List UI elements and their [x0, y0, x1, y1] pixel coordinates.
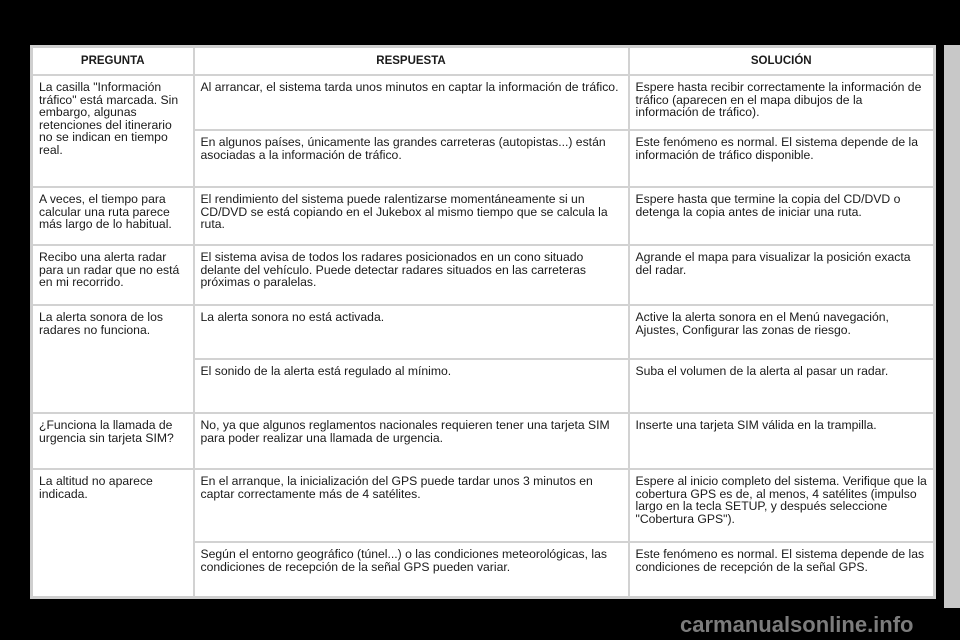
question-cell: La altitud no aparece indicada. — [32, 469, 194, 597]
answer-cell: Al arrancar, el sistema tarda unos minutos en captar la información de tráfico. — [194, 75, 629, 130]
solution-cell: Espere hasta recibir correctamente la información de tráfico (aparecen en el mapa dibujos de la información de tráfico). — [629, 75, 935, 130]
header-pregunta: PREGUNTA — [32, 47, 194, 76]
table-row — [32, 469, 935, 542]
solution-cell: Este fenómeno es normal. El sistema depende de la información de tráfico disponible. — [629, 130, 935, 187]
answer-cell: El sonido de la alerta está regulado al mínimo. — [194, 359, 629, 413]
table-row — [32, 413, 935, 469]
table-row — [32, 305, 935, 359]
answer-cell: El rendimiento del sistema puede ralentizarse momentáneamente si un CD/DVD se está copiando en el Jukebox al mismo tiempo que se calcula la ruta. — [194, 187, 629, 245]
answer-cell: Según el entorno geográfico (túnel...) o las condiciones meteorológicas, las condiciones de recepción de la señal GPS pueden variar. — [194, 542, 629, 597]
solution-cell: Espere al inicio completo del sistema. Verifique que la cobertura GPS es de, al menos, 4 satélites (impulso largo en la tecla SETUP, y después seleccione "Cobertura GPS"). — [629, 469, 935, 542]
page-side-strip — [944, 45, 960, 608]
header-respuesta: RESPUESTA — [194, 47, 629, 76]
answer-cell: La alerta sonora no está activada. — [194, 305, 629, 359]
table-row — [32, 245, 935, 305]
solution-cell: Inserte una tarjeta SIM válida en la trampilla. — [629, 413, 935, 469]
watermark-text: carmanualsonline.info — [680, 612, 914, 637]
question-cell: Recibo una alerta radar para un radar que no está en mi recorrido. — [32, 245, 194, 305]
answer-cell: En el arranque, la inicialización del GPS puede tardar unos 3 minutos en captar correctamente más de 4 satélites. — [194, 469, 629, 542]
answer-cell: El sistema avisa de todos los radares posicionados en un cono situado delante del vehículo. Puede detectar radares situados en las carreteras próximas o paralelas. — [194, 245, 629, 305]
solution-cell: Este fenómeno es normal. El sistema depende de las condiciones de recepción de la señal GPS. — [629, 542, 935, 597]
answer-cell: En algunos países, únicamente las grandes carreteras (autopistas...) están asociadas a la información de tráfico. — [194, 130, 629, 187]
solution-cell: Suba el volumen de la alerta al pasar un radar. — [629, 359, 935, 413]
faq-table — [30, 45, 936, 599]
solution-cell: Espere hasta que termine la copia del CD/DVD o detenga la copia antes de iniciar una ruta. — [629, 187, 935, 245]
question-cell: ¿Funciona la llamada de urgencia sin tarjeta SIM? — [32, 413, 194, 469]
solution-cell: Active la alerta sonora en el Menú navegación, Ajustes, Configurar las zonas de riesgo. — [629, 305, 935, 359]
table-row — [32, 75, 935, 130]
question-cell: A veces, el tiempo para calcular una ruta parece más largo de lo habitual. — [32, 187, 194, 245]
solution-cell: Agrande el mapa para visualizar la posición exacta del radar. — [629, 245, 935, 305]
question-cell: La alerta sonora de los radares no funciona. — [32, 305, 194, 413]
question-cell: La casilla "Información tráfico" está marcada. Sin embargo, algunas retenciones del itinerario no se indican en tiempo real. — [32, 75, 194, 187]
table-header-row — [32, 47, 935, 76]
table-row — [32, 187, 935, 245]
answer-cell: No, ya que algunos reglamentos nacionales requieren tener una tarjeta SIM para poder realizar una llamada de urgencia. — [194, 413, 629, 469]
header-solucion: SOLUCIÓN — [629, 47, 935, 76]
